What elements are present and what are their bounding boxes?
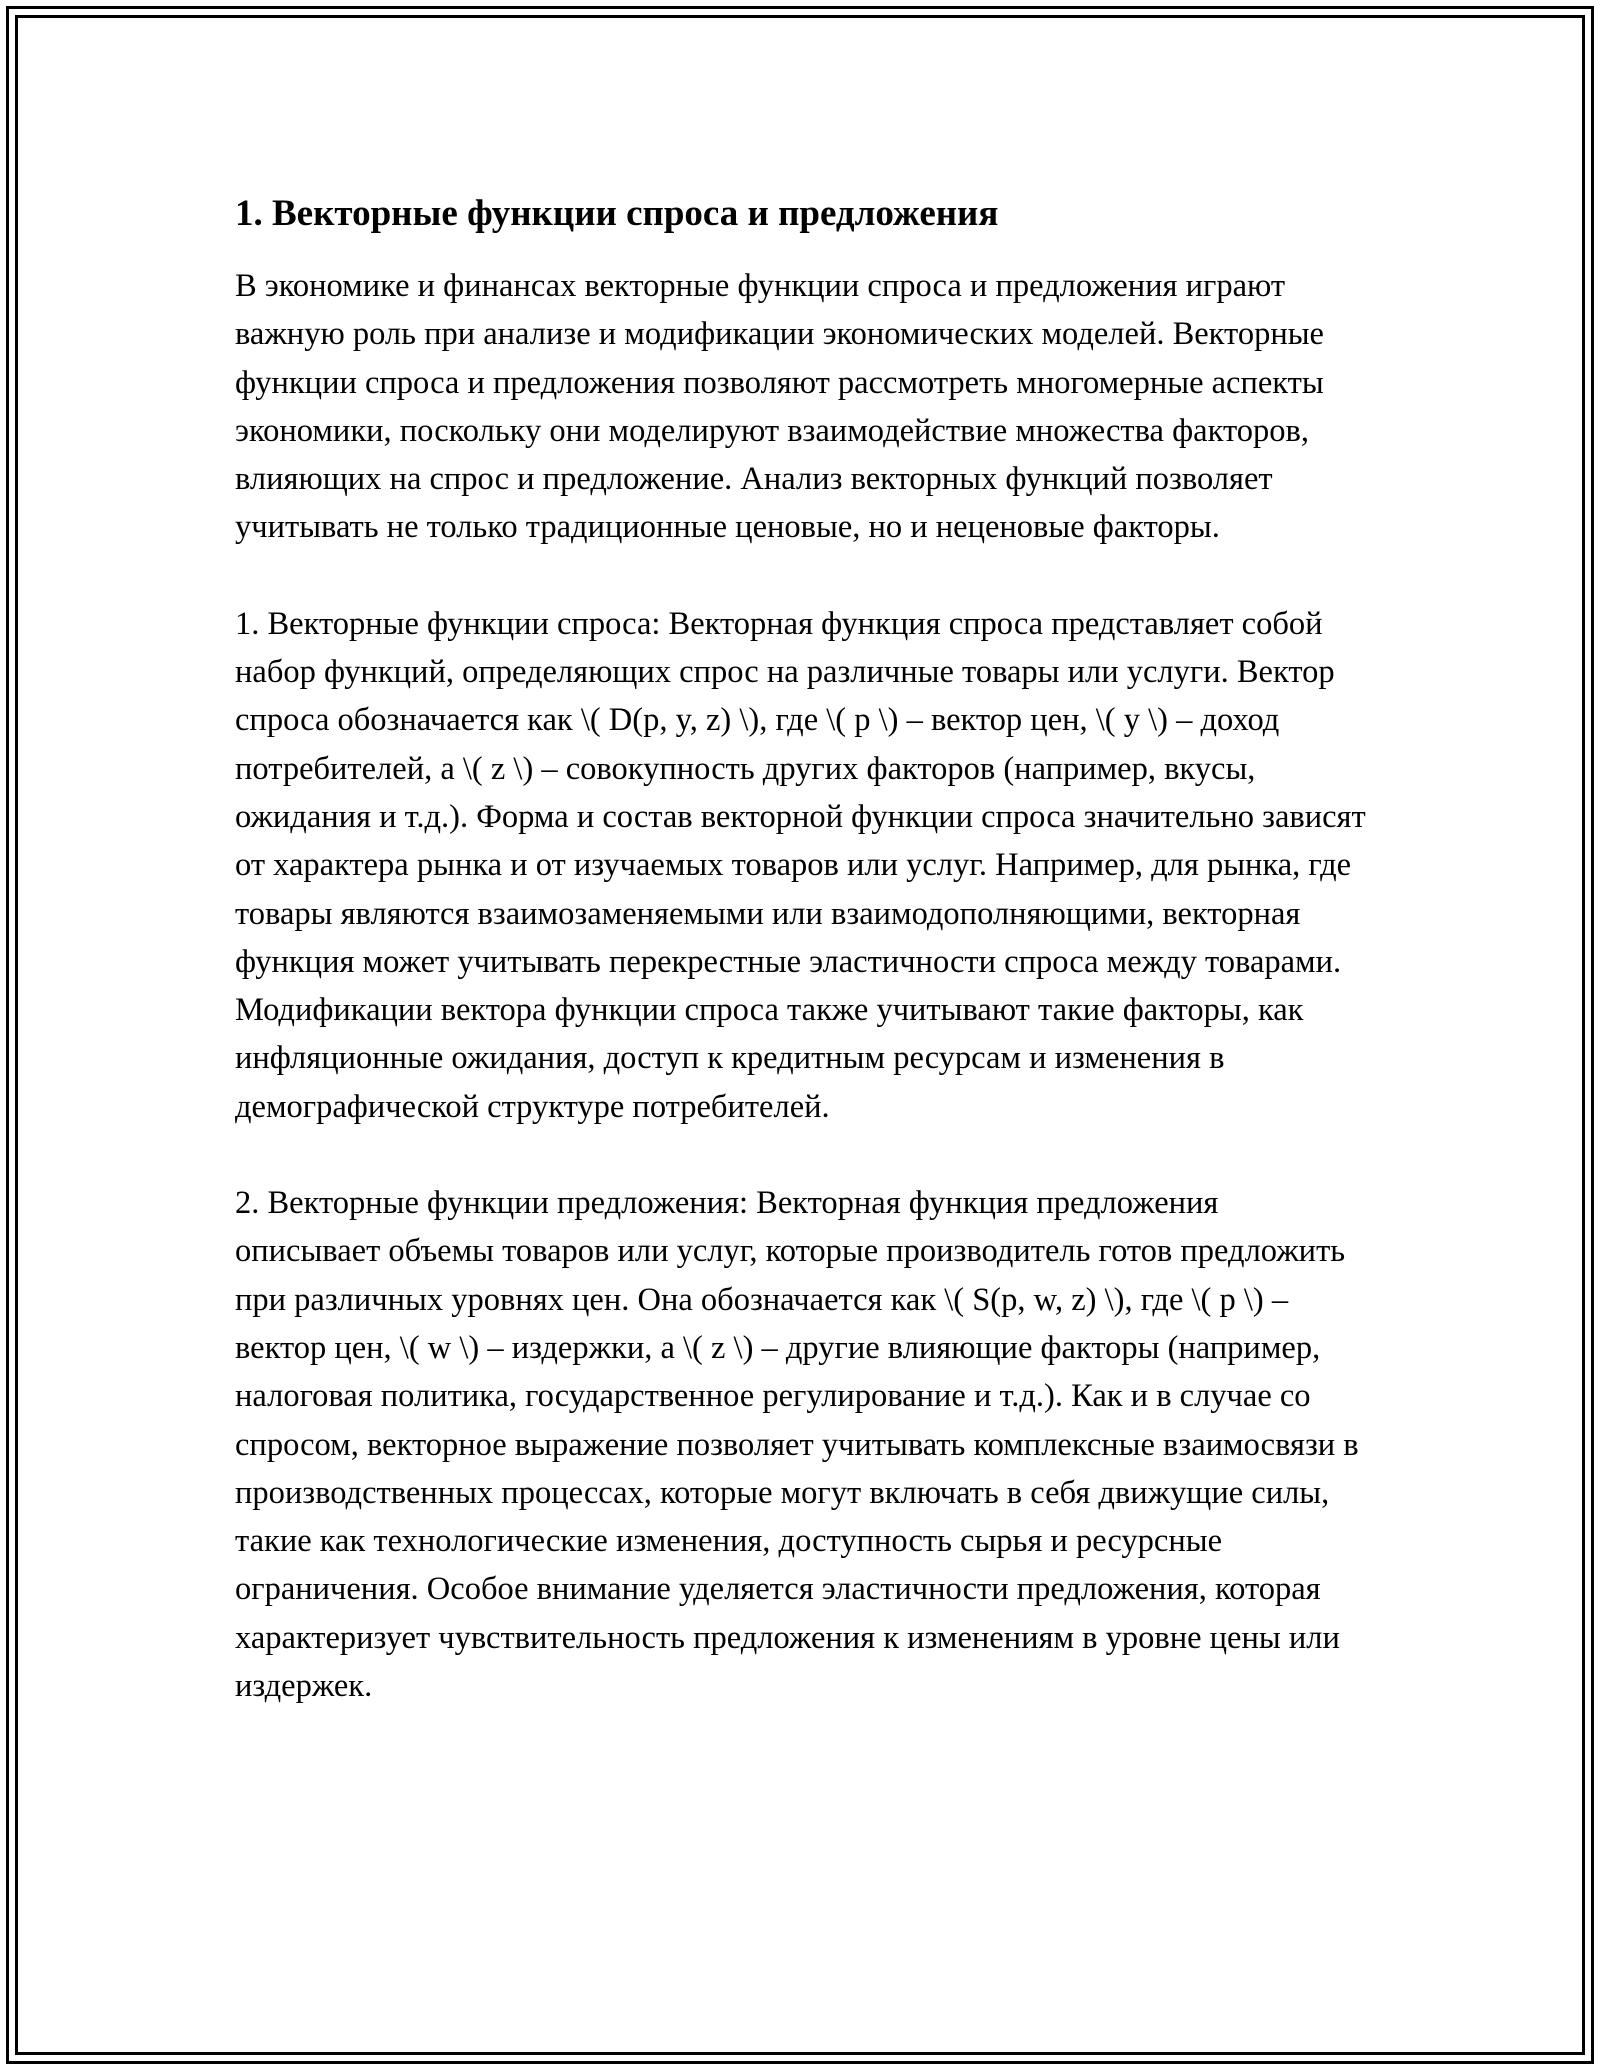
supply-functions-paragraph: 2. Векторные функции предложения: Векторная функция предложения описывает объемы товаров или услуг, которые производитель готов предложить при различных уровнях цен. Она обозначается как \( S(p, w, z) \), где \( p \) – вектор цен, \( w \) – издержки, а \( z \) – другие влияющие факторы (например, налоговая политика, государственное регулирование и т.д.). Как и в случае со спросом, векторное выражение позволяет учитывать комплексные взаимосвязи в производственных процессах, которые могут включать в себя движущие силы, такие как технологические изменения, доступность сырья и ресурсные ограничения. Особое внимание уделяется эластичности предложения, которая характеризует чувствительность предложения к изменениям в уровне цены или издержек. [235, 1185, 1359, 1705]
demand-functions-paragraph: 1. Векторные функции спроса: Векторная функция спроса представляет собой набор функций, определяющих спрос на различные товары или услуги. Вектор спроса обозначается как \( D(p, y, z) \), где \( p \) – вектор цен, \( y \) – доход потребителей, а \( z \) – совокупность других факторов (например, вкусы, ожидания и т.д.). Форма и состав векторной функции спроса значительно зависят от характера рынка и от изучаемых товаров или услуг. Например, для рынка, где товары являются взаимозаменяемыми или взаимодополняющими, векторная функция может учитывать перекрестные эластичности спроса между товарами. Модификации вектора функции спроса также учитывают такие факторы, как инфляционные ожидания, доступ к кредитным ресурсам и изменения в демографической структуре потребителей. [235, 605, 1366, 1125]
document-body [235, 188, 1370, 1758]
section-heading: 1. Векторные функции спроса и предложения [235, 193, 999, 234]
intro-paragraph: В экономике и финансах векторные функции спроса и предложения играют важную роль при анализе и модификации экономических моделей. Векторные функции спроса и предложения позволяют рассмотреть многомерные аспекты экономики, поскольку они моделируют взаимодействие множества факторов, влияющих на спрос и предложение. Анализ векторных функций позволяет учитывать не только традиционные ценовые, но и неценовые факторы. [235, 268, 1324, 546]
